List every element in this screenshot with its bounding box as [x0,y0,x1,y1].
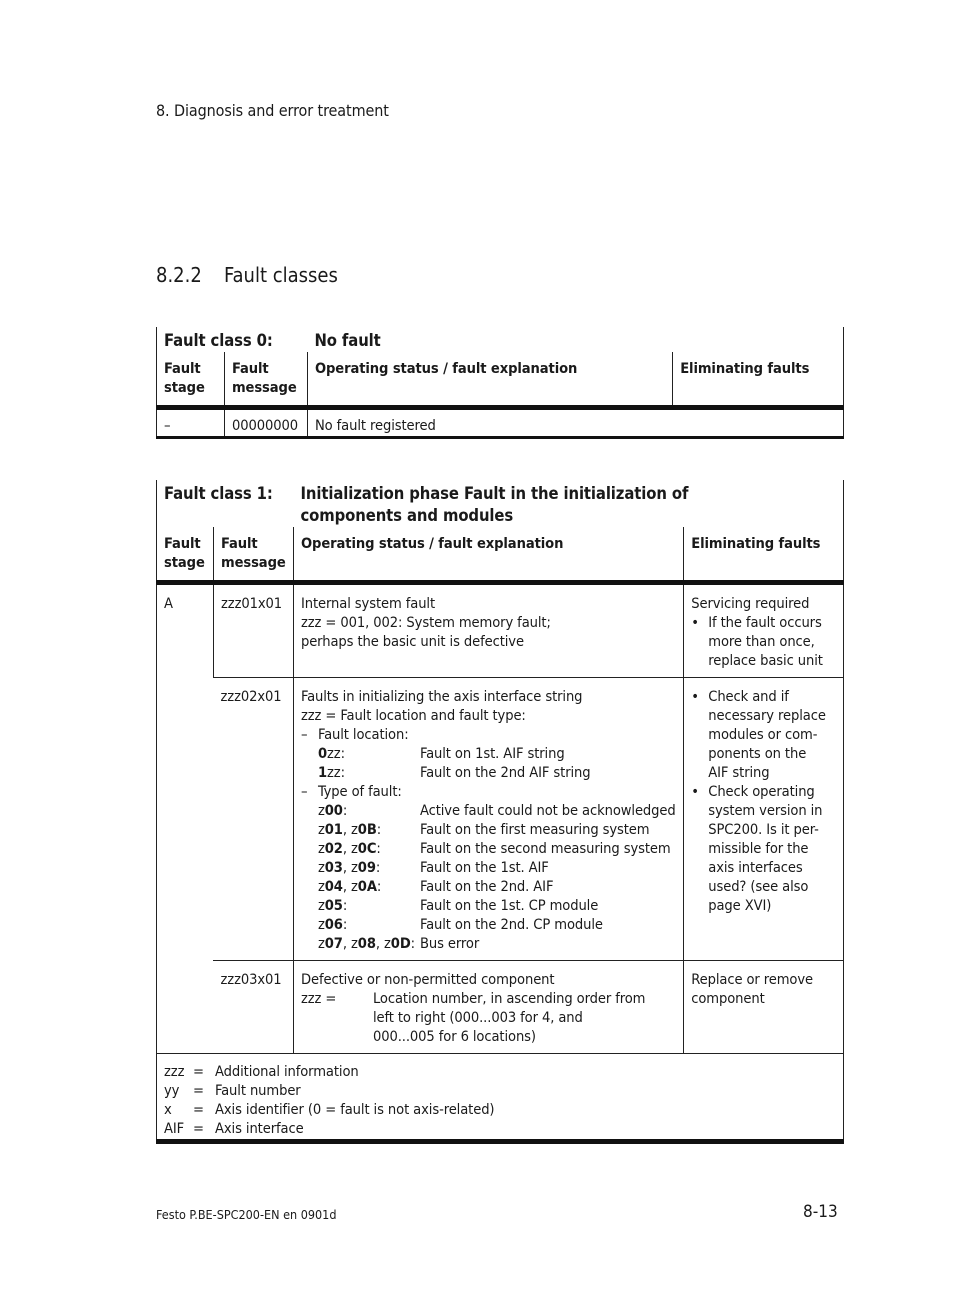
fault-message: 00000000 [224,408,307,438]
section-number: 8.2.2 [156,263,202,287]
fault-location-item: 1zz: Fault on the 2nd AIF string [317,764,591,781]
col-fault-message: Fault message [224,352,307,408]
fault-class-0-table [156,327,844,439]
fault-class-0-title: No fault [314,331,381,350]
fault-status: Defective or non-permitted component zzz = Location number, in ascending order from left to right (000...003 for 4, and 000...005 for 6 locations) [293,961,683,1054]
fault-type-item: z03, z09: Fault on the 1st. AIF [317,859,549,876]
fault-class-1-label: Fault class 1: [164,484,273,503]
fault-status: No fault registered [307,408,843,438]
fault-class-1-title: Initialization phase Fault in the initialization of components and modules [300,484,689,525]
col-fault-stage: Fault stage [157,527,214,583]
table-row [157,678,844,961]
fault-type-item: z00: Active fault could not be acknowledged [317,802,676,819]
fault-type-item: z05: Fault on the 1st. CP module [317,897,599,914]
legend-item: AIF = Axis interface [164,1120,304,1137]
fault-type-item: z01, z0B: Fault on the first measuring system [317,821,650,838]
table-row [157,408,844,438]
table-row [157,961,844,1054]
table-row [157,583,844,678]
col-fault-message: Fault message [213,527,293,583]
fault-stage: A [164,595,173,612]
fault-type-item: z04, z0A: Fault on the 2nd. AIF [317,878,554,895]
footer-document-id: Festo P.BE-SPC200-EN en 0901d [156,1207,337,1222]
fault-status: Internal system fault zzz = 001, 002: System memory fault; perhaps the basic unit is defective [293,583,683,678]
col-eliminating: Eliminating faults [673,352,844,408]
chapter-heading: 8. Diagnosis and error treatment [156,101,389,120]
fault-status: Faults in initializing the axis interface string zzz = Fault location and fault type: – Fault location: 0zz: Fault on 1st. AIF string 1zz: Fault on the 2nd AIF string – Type of fault: z00: Active fault could not be acknowledged z01, z0B: Fault on the first measuring system z02, z0C: Fault on the second measuring system z03, z09: Fault on the 1st. AIF z04, z0A: Fault on the 2nd. AIF z05: Fault on the 1st. CP module z06: Fault on the 2nd. CP module z07, z08, z0D: Bus error [293,678,683,961]
col-status: Operating status / fault explanation [307,352,672,408]
fault-type-item: z02, z0C: Fault on the second measuring system [317,840,671,857]
legend-row [157,1054,844,1142]
fault-stage: – [157,408,225,438]
legend [157,1054,844,1142]
legend-item: zzz = Additional information [164,1063,359,1080]
fault-message: zzz01x01 [213,583,293,678]
section-heading [156,263,338,287]
fault-class-1-header [157,480,844,527]
col-status: Operating status / fault explanation [293,527,683,583]
column-header-row [157,352,844,408]
legend-item: yy = Fault number [164,1082,301,1099]
fault-class-1-table [156,480,844,1144]
column-header-row [157,527,844,583]
section-title: Fault classes [224,263,338,287]
fault-class-0-label: Fault class 0: [164,331,273,350]
fault-eliminating: • Check and if necessary replace modules or com- ponents on the AIF string • Check operating system version in SPC200. Is it per- missible for the axis interfaces used? (see also page XVI) [684,678,844,961]
fault-type-item: z07, z08, z0D: Bus error [317,935,480,952]
fault-eliminating: Replace or remove component [684,961,844,1054]
col-fault-stage: Fault stage [157,352,225,408]
fault-message: zzz02x01 [213,678,293,961]
fault-class-0-header [157,327,844,352]
fault-message: zzz03x01 [213,961,293,1054]
legend-item: x = Axis identifier (0 = fault is not axis-related) [164,1101,495,1118]
fault-location-item: 0zz: Fault on 1st. AIF string [317,745,565,762]
fault-eliminating: Servicing required • If the fault occurs more than once, replace basic unit [684,583,844,678]
fault-type-item: z06: Fault on the 2nd. CP module [317,916,603,933]
page-number: 8-13 [803,1202,838,1222]
col-eliminating: Eliminating faults [684,527,844,583]
